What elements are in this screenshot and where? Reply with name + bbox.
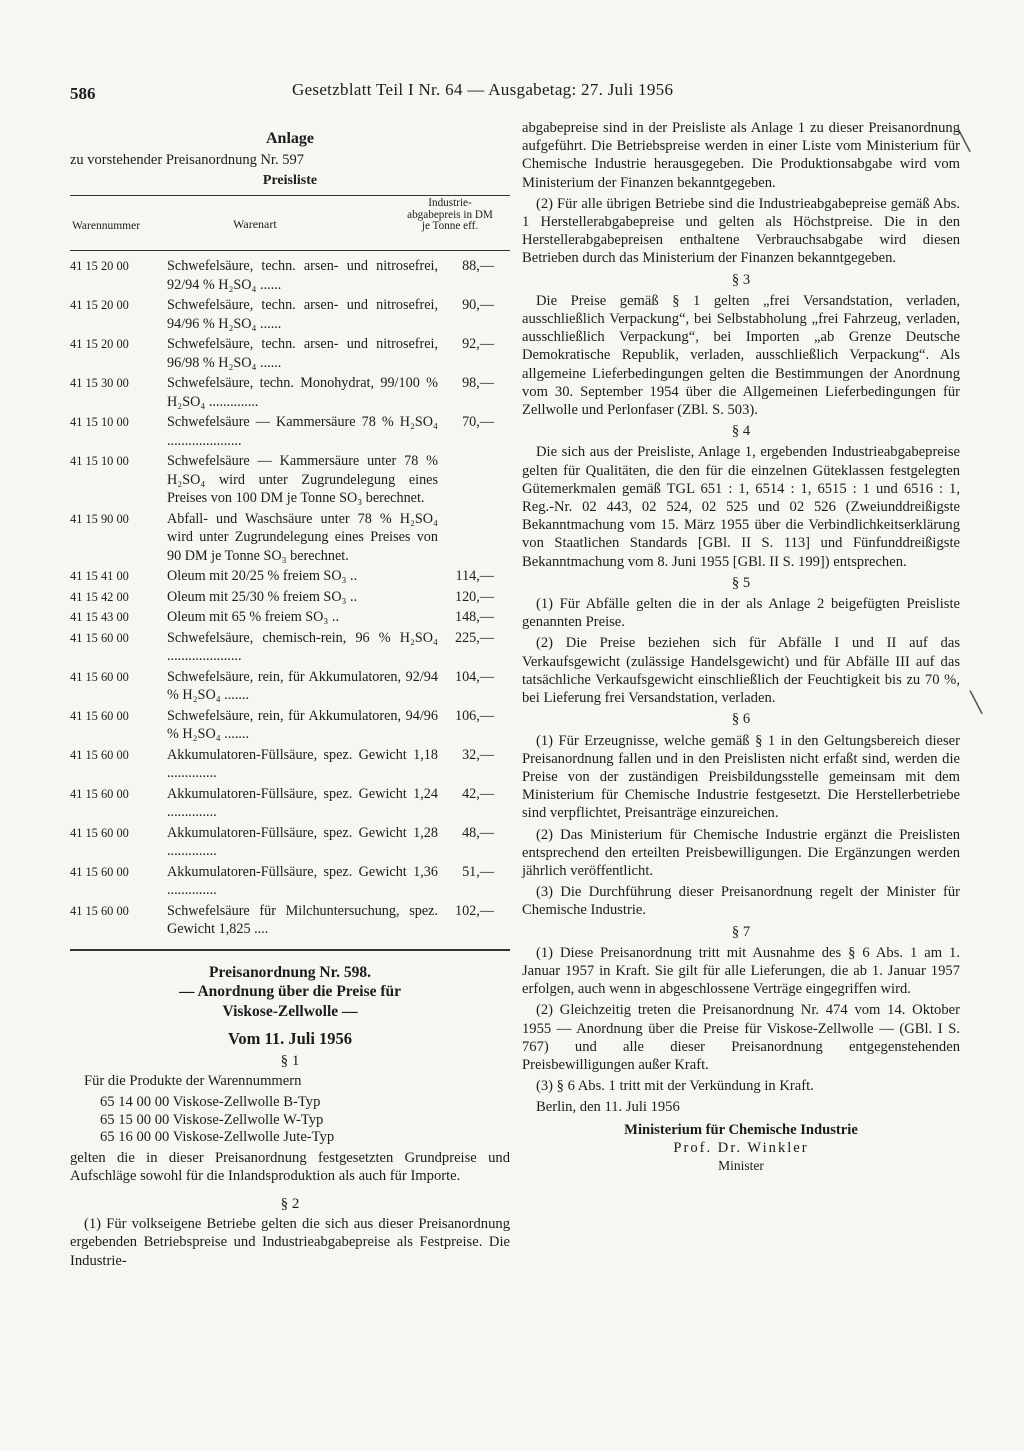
table-row xyxy=(70,629,510,666)
anlage-subtitle: zu vorstehender Preisanordnung Nr. 597 xyxy=(70,152,304,168)
row-warenart: Schwefelsäure — Kammersäure 78 % H₂SO₄ ..................... xyxy=(167,414,438,449)
row-warennummer: 41 15 60 00 xyxy=(70,864,129,879)
row-price: 42,— xyxy=(462,785,494,802)
table-row xyxy=(70,608,510,627)
table-row xyxy=(70,668,510,705)
ordinance-subtitle-2: Viskose-Zellwolle — xyxy=(222,1002,358,1020)
row-warenart: Schwefelsäure, chemisch-rein, 96 % H₂SO₄ ..................... xyxy=(167,629,438,664)
signature-role: Minister xyxy=(718,1157,764,1173)
section-2-heading: § 2 xyxy=(280,1195,300,1212)
row-price: 98,— xyxy=(462,375,494,391)
ordinance-subtitle-1: — Anordnung über die Preise für xyxy=(178,983,402,1000)
row-warennummer: 41 15 20 00 xyxy=(70,298,129,312)
section-1-intro: Für die Produkte der Warennummern xyxy=(84,1073,302,1089)
table-row xyxy=(70,452,510,508)
table-row xyxy=(70,296,510,333)
row-warennummer: 41 15 60 00 xyxy=(70,825,129,840)
section-6-para-1: (1) Für Erzeugnisse, welche gemäß § 1 in den Geltungsbereich dieser Preisanordnung fallen und in den Preislisten nicht erfaßt sind, werden die Preise von der zuständigen Preisbildungsstelle gemeinsam mit dem Ministerium für Chemische Industrie festgesetzt. Die Herstellerbetriebe sind verpflichtet, Preisanträge einzureichen. xyxy=(522,732,960,822)
row-warenart: Schwefelsäure, techn. arsen- und nitrosefrei, 96/98 % H₂SO₄ ...... xyxy=(167,336,438,371)
table-row xyxy=(70,588,510,607)
table-row xyxy=(70,374,510,411)
preisliste-title: Preisliste xyxy=(262,173,318,188)
goods-item: 65 15 00 00 Viskose-Zellwolle W-Typ xyxy=(100,1111,324,1128)
row-price: 120,— xyxy=(454,588,494,605)
row-warenart: Oleum mit 25/30 % freiem SO₃ .. xyxy=(167,588,358,605)
row-warennummer: 41 15 30 00 xyxy=(70,376,129,390)
table-row xyxy=(70,902,510,939)
row-warennummer: 41 15 60 00 xyxy=(70,708,129,723)
row-warenart: Abfall- und Waschsäure unter 78 % H₂SO₄ wird unter Zugrundelegung eines Preises von 90 DM je Tonne SO₃ berechnet. xyxy=(167,510,438,564)
section-5-heading: § 5 xyxy=(731,574,751,591)
row-warennummer: 41 15 10 00 xyxy=(70,454,129,468)
row-price xyxy=(438,452,494,508)
row-price: 102,— xyxy=(454,902,494,919)
table-row xyxy=(70,785,510,822)
table-row xyxy=(70,567,510,586)
row-warenart: Schwefelsäure für Milchuntersuchung, spez. Gewicht 1,825 .... xyxy=(167,902,438,937)
row-warennummer: 41 15 60 00 xyxy=(70,903,129,918)
row-price: 148,— xyxy=(454,609,494,625)
row-warenart: Schwefelsäure, rein, für Akkumulatoren, 94/96 % H₂SO₄ ....... xyxy=(167,707,438,742)
margin-mark-icon: ╲ xyxy=(958,130,971,152)
table-row xyxy=(70,746,510,783)
table-row xyxy=(70,707,510,744)
section-2-para-2: (2) Für alle übrigen Betriebe sind die Industrieabgabepreise gemäß Abs. 1 Herstellerabgabepreise und gelten als Höchstpreise. Die in den Herstellerabgabepreisen enthaltene Verbrauchsabgabe wird diesen Betrieben durch das Ministerium der Finanzen bekanntgegeben. xyxy=(522,195,960,267)
row-price: 114,— xyxy=(455,568,494,584)
row-warenart: Oleum mit 65 % freiem SO₃ .. xyxy=(167,609,340,625)
section-4-heading: § 4 xyxy=(731,423,751,440)
section-7-heading: § 7 xyxy=(731,923,751,940)
section-1-text: gelten die in dieser Preisanordnung festgesetzten Grundpreise und Aufschläge sowohl für die Inlandsproduktion als auch für Importe. xyxy=(70,1149,510,1185)
row-price: 32,— xyxy=(462,746,494,763)
place-date: Berlin, den 11. Juli 1956 xyxy=(536,1099,680,1116)
section-4-text: Die sich aus der Preisliste, Anlage 1, ergebenden Industrieabgabepreise gelten für Qualitäten, die den für die einzelnen Güteklassen festgelegten Gütemerkmalen gemäß TGL 651 : 1, 6514 : 1, 6515 : 1 und 6516 : 1, Reg.-Nr. 02 443, 02 524, 02 525 und 02 526 (Zweiunddreißigste Bekanntmachung vom 15. März 1955 über die Verbindlichkeitserklärung von Staatlichen Standards [GBl. II S. 113] und Fünfunddreißigste Bekanntmachung vom 8. Juni 1955 [GBl. II S. 199]) entsprechen. xyxy=(522,444,960,570)
section-6-heading: § 6 xyxy=(731,711,751,728)
table-row xyxy=(70,824,510,861)
row-warenart: Schwefelsäure, techn. arsen- und nitrosefrei, 94/96 % H₂SO₄ ...... xyxy=(167,297,438,332)
row-warenart: Akkumulatoren-Füllsäure, spez. Gewicht 1,36 .............. xyxy=(167,863,438,898)
anlage-title: Anlage xyxy=(266,130,314,147)
row-price: 92,— xyxy=(462,336,494,352)
section-5-para-1: (1) Für Abfälle gelten die in der als Anlage 2 beigefügten Preisliste genannten Preise. xyxy=(522,596,960,631)
row-warennummer: 41 15 90 00 xyxy=(70,511,129,526)
row-price: 48,— xyxy=(462,824,494,841)
row-warennummer: 41 15 20 00 xyxy=(70,259,129,273)
header-warenart: Warenart xyxy=(233,217,277,231)
row-warennummer: 41 15 43 00 xyxy=(70,610,129,624)
row-warennummer: 41 15 42 00 xyxy=(70,589,129,604)
signature-ministry: Ministerium für Chemische Industrie xyxy=(624,1121,858,1138)
row-warennummer: 41 15 60 00 xyxy=(70,747,129,762)
price-table-body xyxy=(70,257,510,939)
section-2-continued: abgabepreise sind in der Preisliste als Anlage 1 zu dieser Preisanordnung aufgeführt. Die Betriebspreise werden in einer Liste vom Ministerium für Chemische Industrie herausgegeben. Die Produktionsabgabe wird vom Ministerium der Finanzen bekanntgegeben. xyxy=(522,120,960,191)
section-3-text: Die Preise gemäß § 1 gelten „frei Versandstation, verladen, ausschließlich Verpackung“, bei Selbstabholung „frei Fahrzeug, verladen, ausschließlich Verpackung“, bei Importen „ab Grenze Deutsche Demokratische Republik, verladen, ausschließlich Verpackung“. Als allgemeine Lieferbedingungen gelten die Bestimmungen der Anordnung vom 30. September 1954 über die Allgemeinen Lieferbedingungen für Zellwolle und Perlonfaser (ZBl. S. 503). xyxy=(522,292,960,419)
row-warenart: Akkumulatoren-Füllsäure, spez. Gewicht 1,24 .............. xyxy=(167,785,438,820)
table-row xyxy=(70,257,510,294)
section-7-para-3: (3) § 6 Abs. 1 tritt mit der Verkündung in Kraft. xyxy=(536,1078,814,1095)
row-warennummer: 41 15 10 00 xyxy=(70,415,129,429)
section-7-para-2: (2) Gleichzeitig treten die Preisanordnung Nr. 474 vom 14. Oktober 1955 — Anordnung über die Preise für Viskose-Zellwolle — (GBl. I S. 767) und alle dieser Preisanordnung entgegenstehenden Preisbewilligungen außer Kraft. xyxy=(522,1002,960,1073)
header-warennummer: Warennummer xyxy=(72,220,141,232)
row-price: 106,— xyxy=(454,707,494,724)
section-6-para-3: (3) Die Durchführung dieser Preisanordnung regelt der Minister für Chemische Industrie. xyxy=(522,884,960,919)
table-header xyxy=(70,196,510,250)
section-2-text: (1) Für volkseigene Betriebe gelten die sich aus dieser Preisanordnung ergebenden Betriebspreise und Industrieabgabepreise als Festpreise. Die Industrie- xyxy=(70,1215,510,1269)
row-warenart: Schwefelsäure, techn. Monohydrat, 99/100 % H₂SO₄ .............. xyxy=(167,375,438,410)
row-warenart: Akkumulatoren-Füllsäure, spez. Gewicht 1,28 .............. xyxy=(167,824,438,859)
table-row xyxy=(70,863,510,900)
section-5-para-2: (2) Die Preise beziehen sich für Abfälle I und II auf das Verkaufsgewicht (zulässige Handelsgewicht) und für Abfälle III auf das tatsächliche Verkaufsgewicht einschließlich der Feuchtigkeit bis zu 70 %, bei Lieferung frei Versandstation, verladen. xyxy=(522,635,960,707)
margin-mark-icon: ╲ xyxy=(970,692,983,714)
table-row xyxy=(70,413,510,450)
row-warennummer: 41 15 60 00 xyxy=(70,786,129,801)
left-column xyxy=(70,122,510,1270)
row-warennummer: 41 15 41 00 xyxy=(70,569,129,583)
row-warennummer: 41 15 60 00 xyxy=(70,669,129,684)
goods-item: 65 14 00 00 Viskose-Zellwolle B-Typ xyxy=(100,1094,321,1111)
running-head: Gesetzblatt Teil I Nr. 64 — Ausgabetag: 27. Juli 1956 xyxy=(292,80,674,99)
ordinance-title: Preisanordnung Nr. 598. xyxy=(209,963,371,981)
row-price: 225,— xyxy=(454,629,494,646)
row-price: 104,— xyxy=(454,668,494,685)
goods-item: 65 16 00 00 Viskose-Zellwolle Jute-Typ xyxy=(100,1129,335,1146)
goods-list xyxy=(100,1094,510,1147)
section-7-para-1: (1) Diese Preisanordnung tritt mit Ausnahme des § 6 Abs. 1 am 1. Januar 1957 in Kraft. Sie gilt für alle Lieferungen, die ab 1. Januar 1957 erfolgen, auch wenn in abgeschlossene Verträge eingegriffen wird. xyxy=(522,944,960,998)
page-number: 586 xyxy=(70,84,96,103)
row-price: 90,— xyxy=(462,297,494,313)
table-row xyxy=(70,510,510,566)
row-warenart: Oleum mit 20/25 % freiem SO₃ .. xyxy=(167,568,358,584)
row-warenart: Schwefelsäure, techn. arsen- und nitrosefrei, 92/94 % H₂SO₄ ...... xyxy=(167,258,438,293)
table-row xyxy=(70,335,510,372)
row-warennummer: 41 15 60 00 xyxy=(70,630,129,645)
row-warenart: Schwefelsäure — Kammersäure unter 78 % H₂SO₄ wird unter Zugrundelegung eines Preises von 100 DM je Tonne SO₃ berechnet. xyxy=(167,453,438,506)
row-warenart: Akkumulatoren-Füllsäure, spez. Gewicht 1,18 .............. xyxy=(167,746,438,781)
section-6-para-2: (2) Das Ministerium für Chemische Industrie ergänzt die Preislisten entsprechend den erteilten Preisbewilligungen. Die Ergänzungen werden jährlich veröffentlicht. xyxy=(522,826,960,879)
row-price xyxy=(438,510,494,566)
header-price: Industrie-abgabepreis in DM je Tonne eff. xyxy=(407,197,493,232)
row-warennummer: 41 15 20 00 xyxy=(70,337,129,351)
row-price: 88,— xyxy=(462,258,494,274)
table-header-rule xyxy=(70,250,510,251)
signature-name: Prof. Dr. Winkler xyxy=(673,1139,809,1156)
section-3-heading: § 3 xyxy=(731,271,751,288)
row-warenart: Schwefelsäure, rein, für Akkumulatoren, 92/94 % H₂SO₄ ....... xyxy=(167,668,438,703)
ordinance-date: Vom 11. Juli 1956 xyxy=(227,1029,353,1048)
table-end-rule xyxy=(70,949,510,951)
section-1-heading: § 1 xyxy=(280,1053,300,1069)
right-column xyxy=(522,119,960,1175)
row-price: 70,— xyxy=(462,414,494,430)
row-price: 51,— xyxy=(462,863,494,880)
